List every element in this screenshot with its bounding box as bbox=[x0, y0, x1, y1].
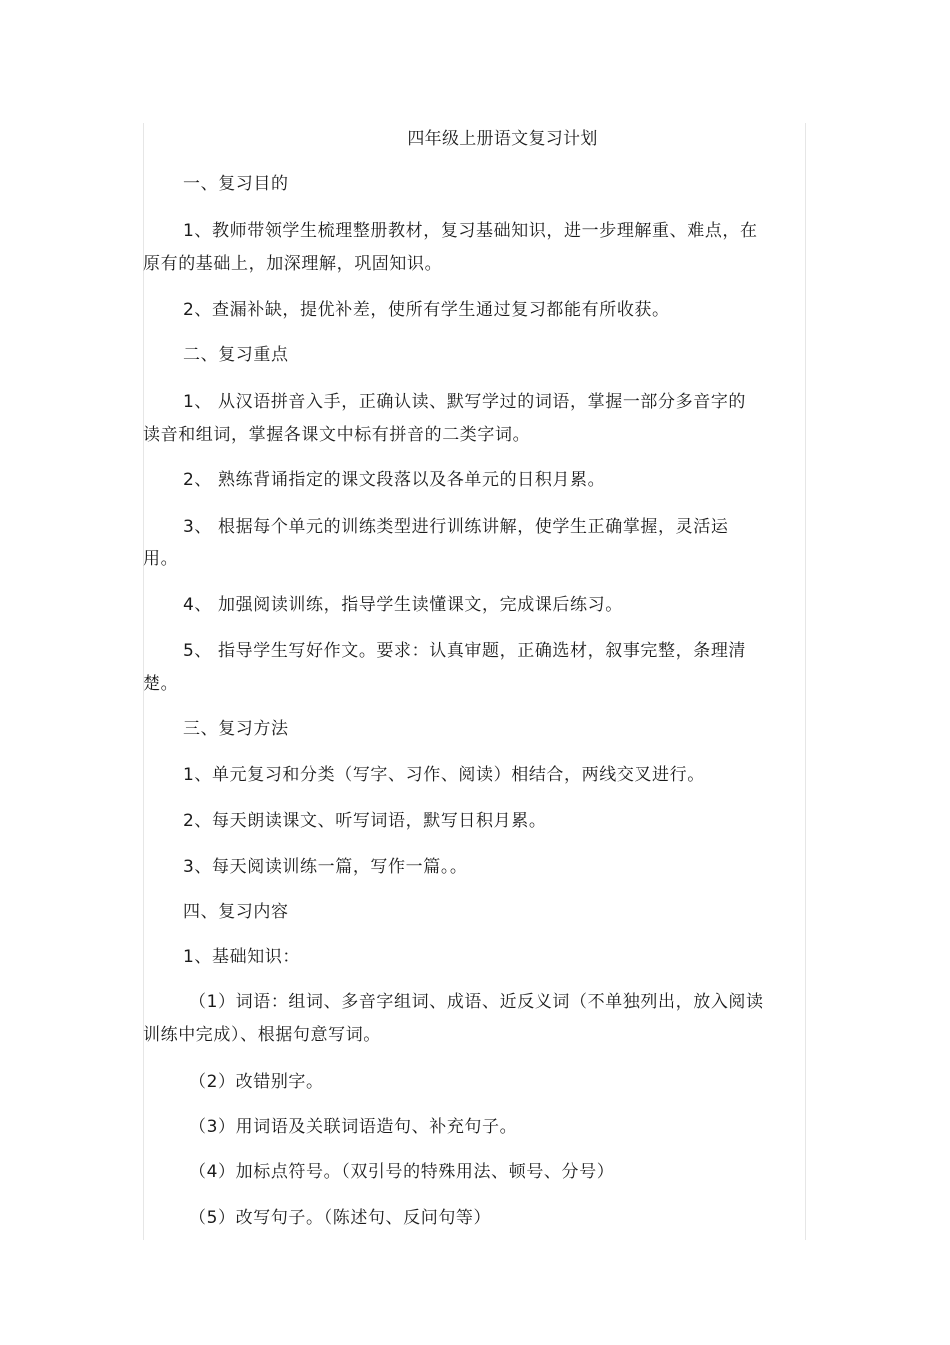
section-heading-focus: 二、复习重点 bbox=[183, 345, 289, 365]
paragraph-line: （2）改错别字。 bbox=[189, 1072, 324, 1092]
document-title: 四年级上册语文复习计划 bbox=[407, 129, 598, 149]
paragraph-line: 原有的基础上，加深理解，巩固知识。 bbox=[143, 254, 443, 274]
paragraph-line: 3、每天阅读训练一篇，写作一篇。。 bbox=[183, 857, 468, 877]
paragraph-line: 用。 bbox=[143, 549, 179, 569]
paragraph-line: 1、基础知识： bbox=[183, 947, 301, 967]
paragraph-line: 楚。 bbox=[143, 674, 179, 694]
paragraph-line: （5）改写句子。（陈述句、反问句等） bbox=[189, 1208, 492, 1228]
paragraph-line: 2、查漏补缺，提优补差，使所有学生通过复习都能有所收获。 bbox=[183, 300, 670, 320]
section-heading-method: 三、复习方法 bbox=[183, 719, 289, 739]
paragraph-line: （4）加标点符号。（双引号的特殊用法、顿号、分号） bbox=[189, 1162, 615, 1182]
paragraph-line: （1）词语：组词、多音字组词、成语、近反义词（不单独列出，放入阅读 bbox=[189, 992, 764, 1012]
section-heading-purpose: 一、复习目的 bbox=[183, 174, 289, 194]
paragraph-line: 1、单元复习和分类（写字、习作、阅读）相结合，两线交叉进行。 bbox=[183, 765, 705, 785]
paragraph-line: 3、 根据每个单元的训练类型进行训练讲解，使学生正确掌握，灵活运 bbox=[183, 517, 729, 537]
paragraph-line: 训练中完成）、根据句意写词。 bbox=[143, 1025, 381, 1045]
paragraph-line: （3）用词语及关联词语造句、补充句子。 bbox=[189, 1117, 518, 1137]
section-heading-content: 四、复习内容 bbox=[183, 902, 289, 922]
paragraph-line: 1、 从汉语拼音入手，正确认读、默写学过的词语，掌握一部分多音字的 bbox=[183, 392, 747, 412]
paragraph-line: 1、教师带领学生梳理整册教材，复习基础知识，进一步理解重、难点，在 bbox=[183, 221, 758, 241]
paragraph-line: 5、 指导学生写好作文。要求：认真审题，正确选材，叙事完整，条理清 bbox=[183, 641, 747, 661]
paragraph-line: 2、 熟练背诵指定的课文段落以及各单元的日积月累。 bbox=[183, 470, 606, 490]
paragraph-line: 4、 加强阅读训练，指导学生读懂课文，完成课后练习。 bbox=[183, 595, 623, 615]
page-margin-line-right bbox=[805, 123, 806, 1240]
paragraph-line: 读音和组词，掌握各课文中标有拼音的二类字词。 bbox=[143, 425, 531, 445]
paragraph-line: 2、每天朗读课文、听写词语，默写日积月累。 bbox=[183, 811, 547, 831]
